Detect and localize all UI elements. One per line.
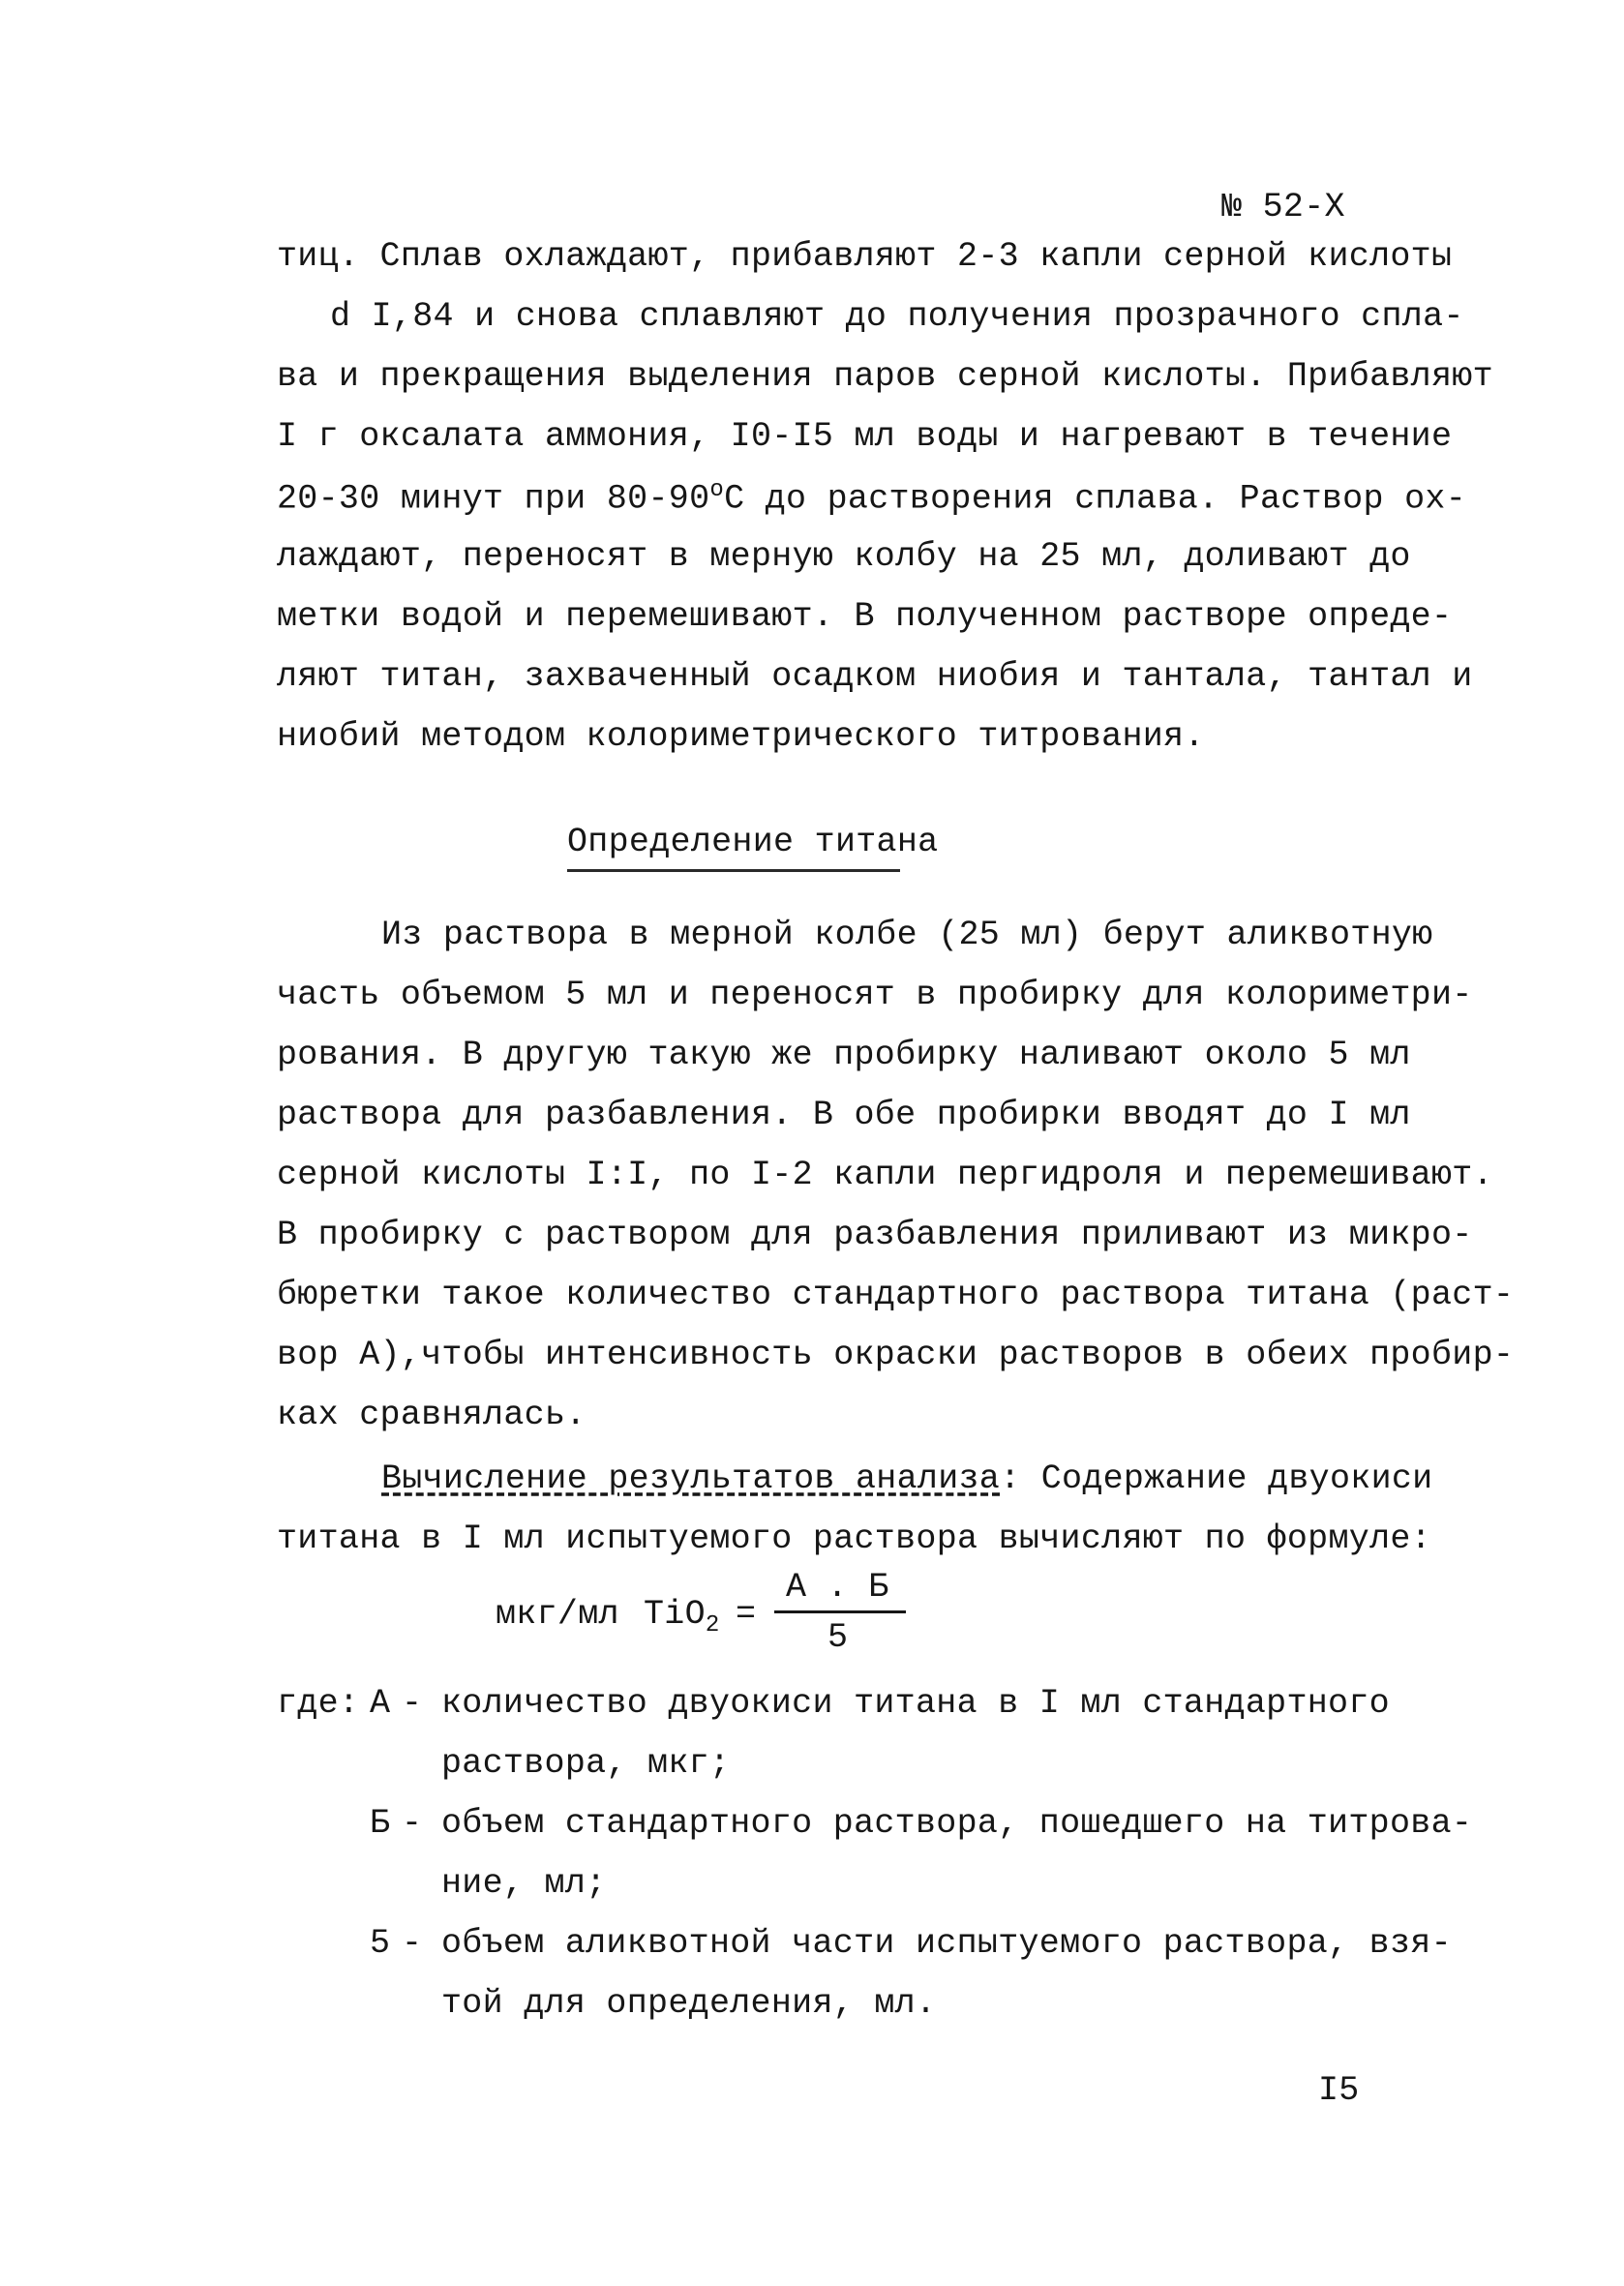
calculation-label: Вычисление результатов анализа [381,1459,1001,1498]
fraction-bar [774,1610,906,1613]
text-fragment: : Содержание двуокиси [1000,1459,1433,1498]
formula-unit: мкг/мл [496,1595,619,1634]
text-line [381,1459,1432,1498]
formula-numerator: А . Б [786,1568,889,1607]
text-line: бюретки такое количество стандартного раствора титана (раст- [277,1276,1515,1314]
text-line: ляют титан, захваченный осадком ниобия и тантала, тантал и [277,657,1473,696]
text-line: тиц. Сплав охлаждают, прибавляют 2-3 капли серной кислоты [277,237,1453,276]
heading-underline [567,869,900,872]
formula-compound [644,1595,720,1639]
page-number: I5 [1318,2071,1360,2110]
formula-compound-symbol: TiO [644,1595,706,1634]
text-line: рования. В другую такую же пробирку наливают около 5 мл [277,1036,1411,1074]
legend-intro: где: [277,1684,360,1723]
legend-symbol: А [370,1684,391,1723]
legend-dash: - [402,1804,423,1843]
text-line: часть объемом 5 мл и переносят в пробирку для колориметри- [277,976,1473,1014]
text-line: d I,84 и снова сплавляют до получения прозрачного спла- [330,297,1464,336]
legend-text: раствора, мкг; [441,1744,731,1783]
formula-equals: = [736,1595,757,1634]
legend-text: той для определения, мл. [441,1984,937,2023]
text-line: метки водой и перемешивают. В полученном растворе опреде- [277,597,1453,636]
section-heading: Определение титана [567,823,939,861]
text-line: титана в I мл испытуемого раствора вычисляют по формуле: [277,1519,1431,1558]
legend-text: объем аликвотной части испытуемого раствора, взя- [441,1924,1452,1963]
text-line: В пробирку с раствором для разбавления приливают из микро- [277,1216,1473,1254]
legend-text: объем стандартного раствора, пошедшего на титрова- [441,1804,1473,1843]
legend-symbol: 5 [370,1924,391,1963]
legend-text: ние, мл; [441,1864,607,1903]
legend-dash: - [402,1924,423,1963]
text-fragment: С до растворения сплава. Раствор ох- [724,479,1467,519]
text-fragment: 20-30 минут при 80-90 [277,479,710,519]
text-line: раствора для разбавления. В обе пробирки вводят до I мл [277,1096,1411,1134]
text-line: ва и прекращения выделения паров серной кислоты. Прибавляют [277,357,1493,396]
text-line: серной кислоты I:I, по I-2 капли пергидроля и перемешивают. [277,1156,1493,1194]
text-line: лаждают, переносят в мерную колбу на 25 мл, доливают до [277,537,1411,576]
legend-dash: - [402,1684,423,1723]
text-line: ках сравнялась. [277,1396,586,1434]
document-number: № 52-Х [1221,188,1345,226]
degree-superscript: о [709,477,725,503]
text-line: вор А),чтобы интенсивность окраски растворов в обеих пробир- [277,1336,1515,1374]
formula-denominator: 5 [827,1618,849,1657]
text-line: ниобий методом колориметрического титрования. [277,717,1205,756]
text-line: Из раствора в мерной колбе (25 мл) берут аликвотную [381,916,1433,954]
legend-text: количество двуокиси титана в I мл стандартного [441,1684,1390,1723]
text-line [277,477,1466,519]
formula-subscript: 2 [705,1612,720,1639]
text-line: I г оксалата аммония, I0-I5 мл воды и нагревают в течение [277,417,1453,456]
legend-symbol: Б [370,1804,391,1843]
